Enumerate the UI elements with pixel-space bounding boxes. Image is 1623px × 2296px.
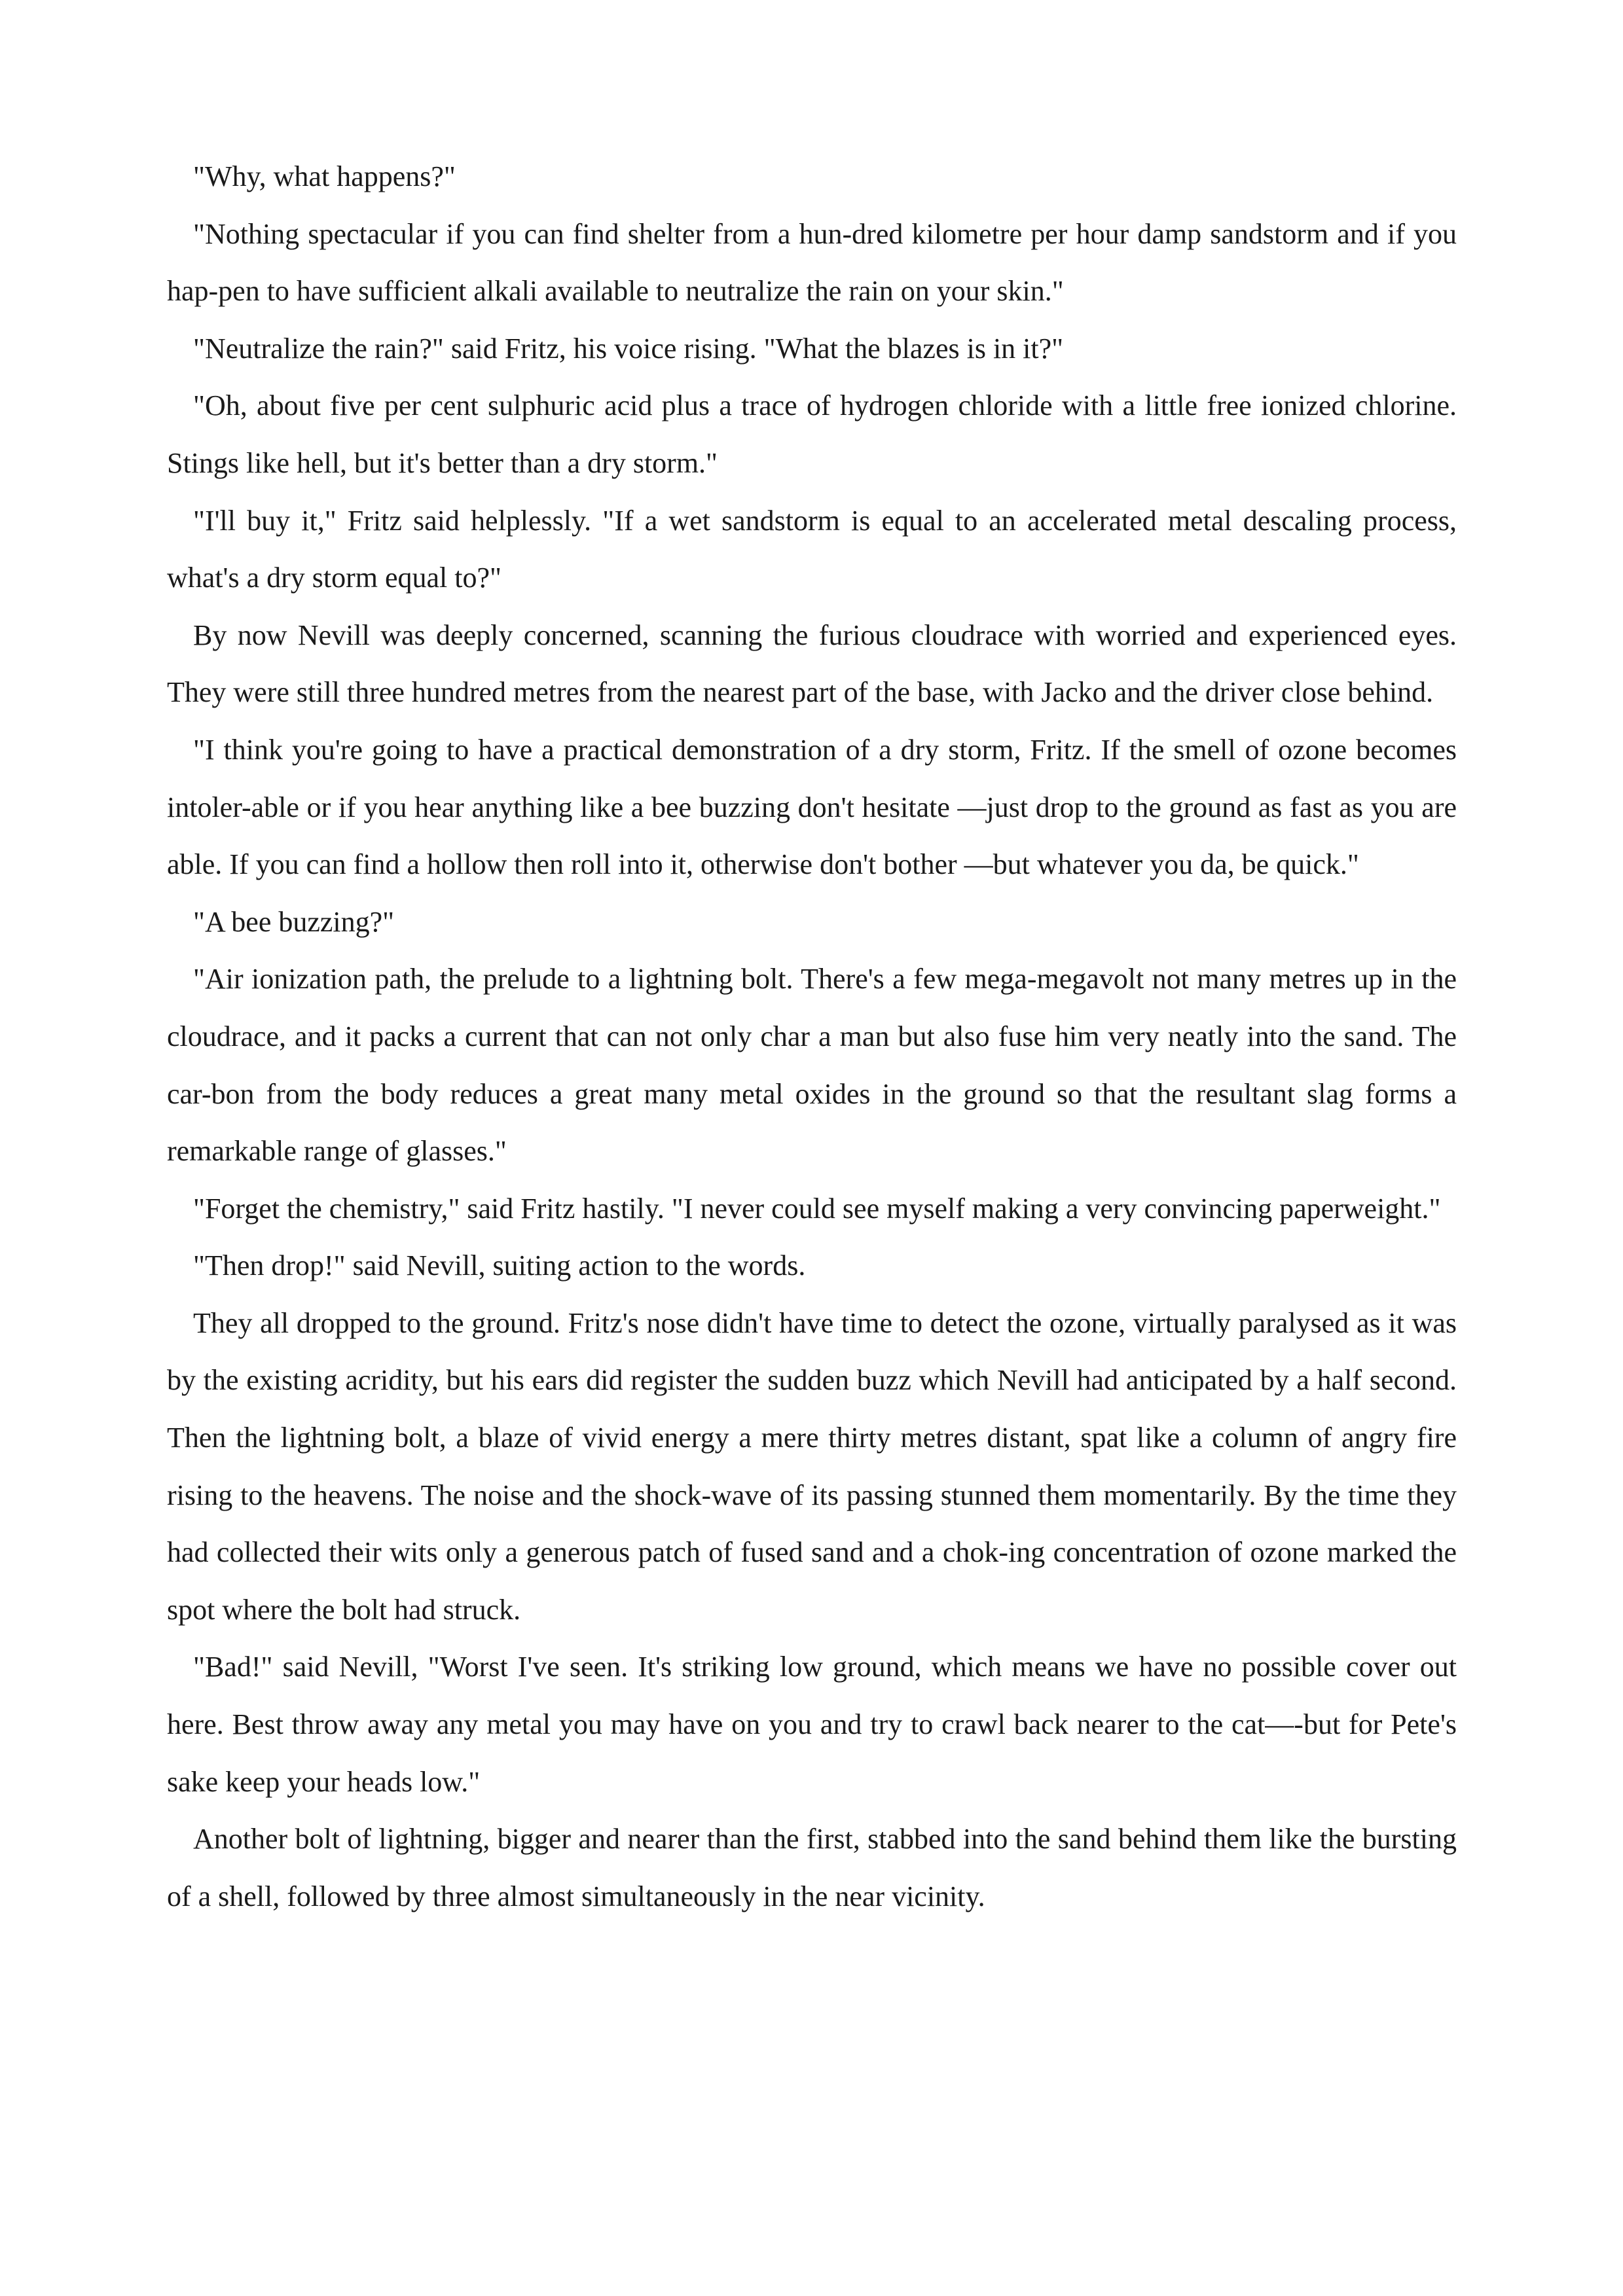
paragraph: Another bolt of lightning, bigger and nearer than the first, stabbed into the sand behind them like the bursting of a shell, followed by three almost simultaneously in the near vicinity. [167, 1823, 1457, 1912]
paragraph: "Neutralize the rain?" said Fritz, his voice rising. "What the blazes is in it?" [193, 332, 1064, 365]
paragraph: "Why, what happens?" [193, 160, 456, 192]
paragraph: "Forget the chemistry," said Fritz hastily. "I never could see myself making a very convincing paperweight." [193, 1192, 1441, 1225]
paragraph: "I'll buy it," Fritz said helplessly. "If a wet sandstorm is equal to an accelerated metal descaling process, what's a dry storm equal to?" [167, 504, 1457, 594]
paragraph: "Bad!" said Nevill, "Worst I've seen. It's striking low ground, which means we have no possible cover out here. Best throw away any metal you may have on you and try to crawl back nearer to the cat—-but for Pete's sake keep your heads low." [167, 1651, 1457, 1798]
paragraph: "I think you're going to have a practical demonstration of a dry storm, Fritz. If the smell of ozone becomes intoler-able or if you hear anything like a bee buzzing don't hesitate —just drop to the ground as fast as you are able. If you can find a hollow then roll into it, otherwise don't bother —but whatever you da, be quick." [167, 733, 1457, 881]
body-text [167, 148, 1457, 1925]
paragraph: "Oh, about five per cent sulphuric acid plus a trace of hydrogen chloride with a little free ionized chlorine. Stings like hell, but it's better than a dry storm." [167, 389, 1457, 479]
paragraph: They all dropped to the ground. Fritz's nose didn't have time to detect the ozone, virtually paralysed as it was by the existing acridity, but his ears did register the sudden buzz which Nevill had anticipated by a half second. Then the lightning bolt, a blaze of vivid energy a mere thirty metres distant, spat like a column of angry fire rising to the heavens. The noise and the shock-wave of its passing stunned them momentarily. By the time they had collected their wits only a generous patch of fused sand and a chok-ing concentration of ozone marked the spot where the bolt had struck. [167, 1306, 1457, 1626]
paragraph: "Air ionization path, the prelude to a lightning bolt. There's a few mega-megavolt not many metres up in the cloudrace, and it packs a current that can not only char a man but also fuse him very neatly into the sand. The car-bon from the body reduces a great many metal oxides in the ground so that the resultant slag forms a remarkable range of glasses." [167, 963, 1457, 1168]
paragraph: "Nothing spectacular if you can find shelter from a hun-dred kilometre per hour damp sandstorm and if you hap-pen to have sufficient alkali available to neutralize the rain on your skin." [167, 217, 1457, 308]
paragraph: "Then drop!" said Nevill, suiting action to the words. [193, 1249, 806, 1282]
paragraph: "A bee buzzing?" [193, 905, 395, 938]
paragraph: By now Nevill was deeply concerned, scanning the furious cloudrace with worried and experienced eyes. They were still three hundred metres from the nearest part of the base, with Jacko and the driver close behind. [167, 619, 1457, 709]
